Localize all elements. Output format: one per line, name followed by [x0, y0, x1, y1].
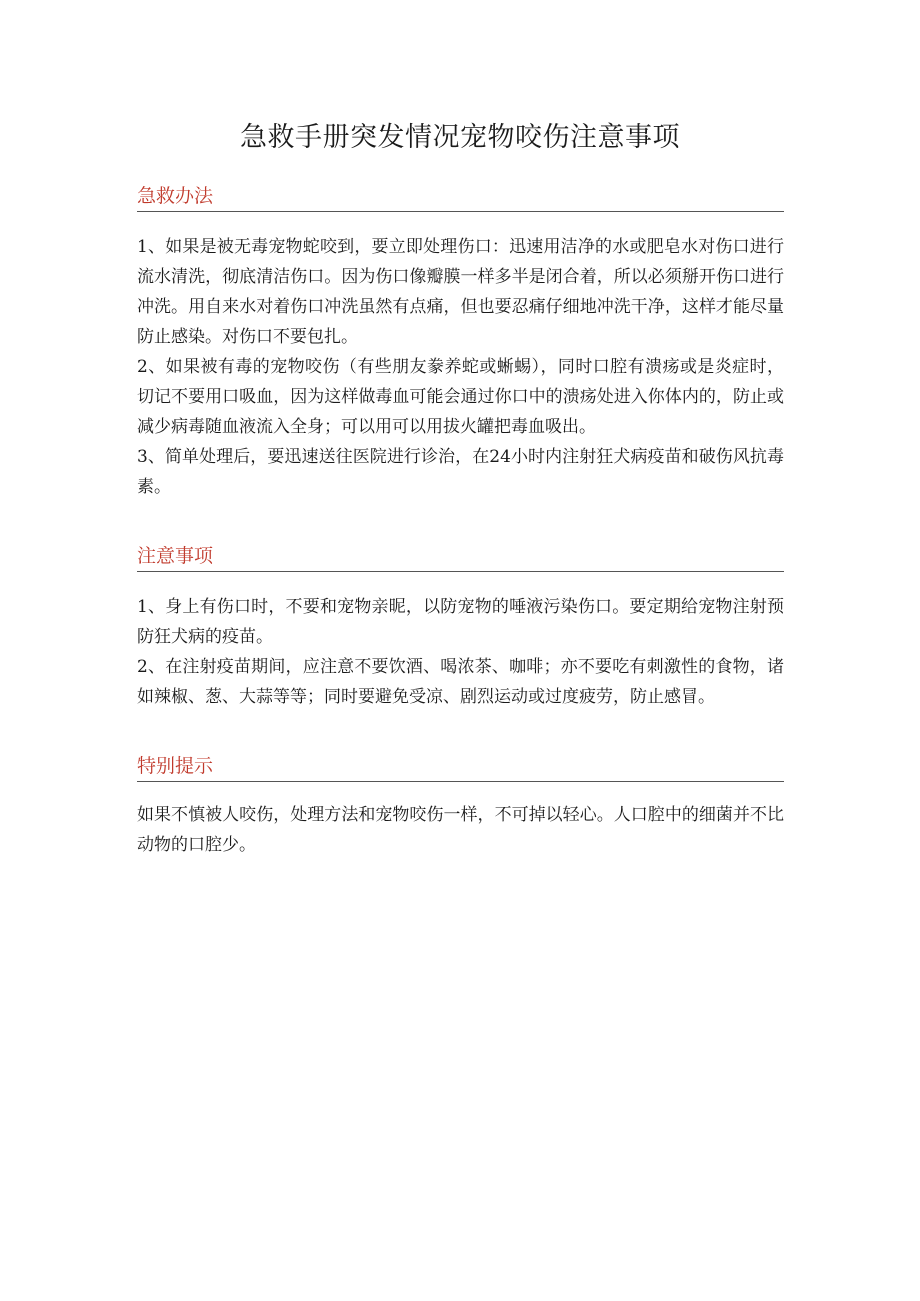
paragraph: 3、简单处理后，要迅速送往医院进行诊治，在24小时内注射狂犬病疫苗和破伤风抗毒素。: [137, 447, 784, 497]
section-special-tips: [137, 752, 784, 860]
section-body: [137, 800, 784, 860]
section-heading: 急救办法: [137, 182, 784, 212]
paragraph: 2、在注射疫苗期间，应注意不要饮酒、喝浓茶、咖啡；亦不要吃有刺激性的食物，诸如辣椒、葱、大蒜等等；同时要避免受凉、剧烈运动或过度疲劳，防止感冒。: [137, 657, 784, 707]
paragraph: 1、身上有伤口时，不要和宠物亲昵，以防宠物的唾液污染伤口。要定期给宠物注射预防狂犬病的疫苗。: [137, 597, 784, 647]
paragraph: 2、如果被有毒的宠物咬伤（有些朋友豢养蛇或蜥蜴），同时口腔有溃疡或是炎症时，切记不要用口吸血，因为这样做毒血可能会通过你口中的溃疡处进入你体内的，防止或减少病毒随血液流入全身；可以用可以用拔火罐把毒血吸出。: [137, 357, 784, 437]
section-precautions: [137, 542, 784, 712]
paragraph: 如果不慎被人咬伤，处理方法和宠物咬伤一样，不可掉以轻心。人口腔中的细菌并不比动物的口腔少。: [137, 805, 784, 855]
section-body: [137, 232, 784, 502]
paragraph: 1、如果是被无毒宠物蛇咬到，要立即处理伤口：迅速用洁净的水或肥皂水对伤口进行流水清洗，彻底清洁伤口。因为伤口像瓣膜一样多半是闭合着，所以必须掰开伤口进行冲洗。用自来水对着伤口冲洗虽然有点痛，但也要忍痛仔细地冲洗干净，这样才能尽量防止感染。对伤口不要包扎。: [137, 237, 784, 347]
section-first-aid: [137, 182, 784, 502]
page-title: 急救手册突发情况宠物咬伤注意事项: [240, 122, 680, 153]
section-heading: 注意事项: [137, 542, 784, 572]
section-body: [137, 592, 784, 712]
section-heading: 特别提示: [137, 752, 784, 782]
